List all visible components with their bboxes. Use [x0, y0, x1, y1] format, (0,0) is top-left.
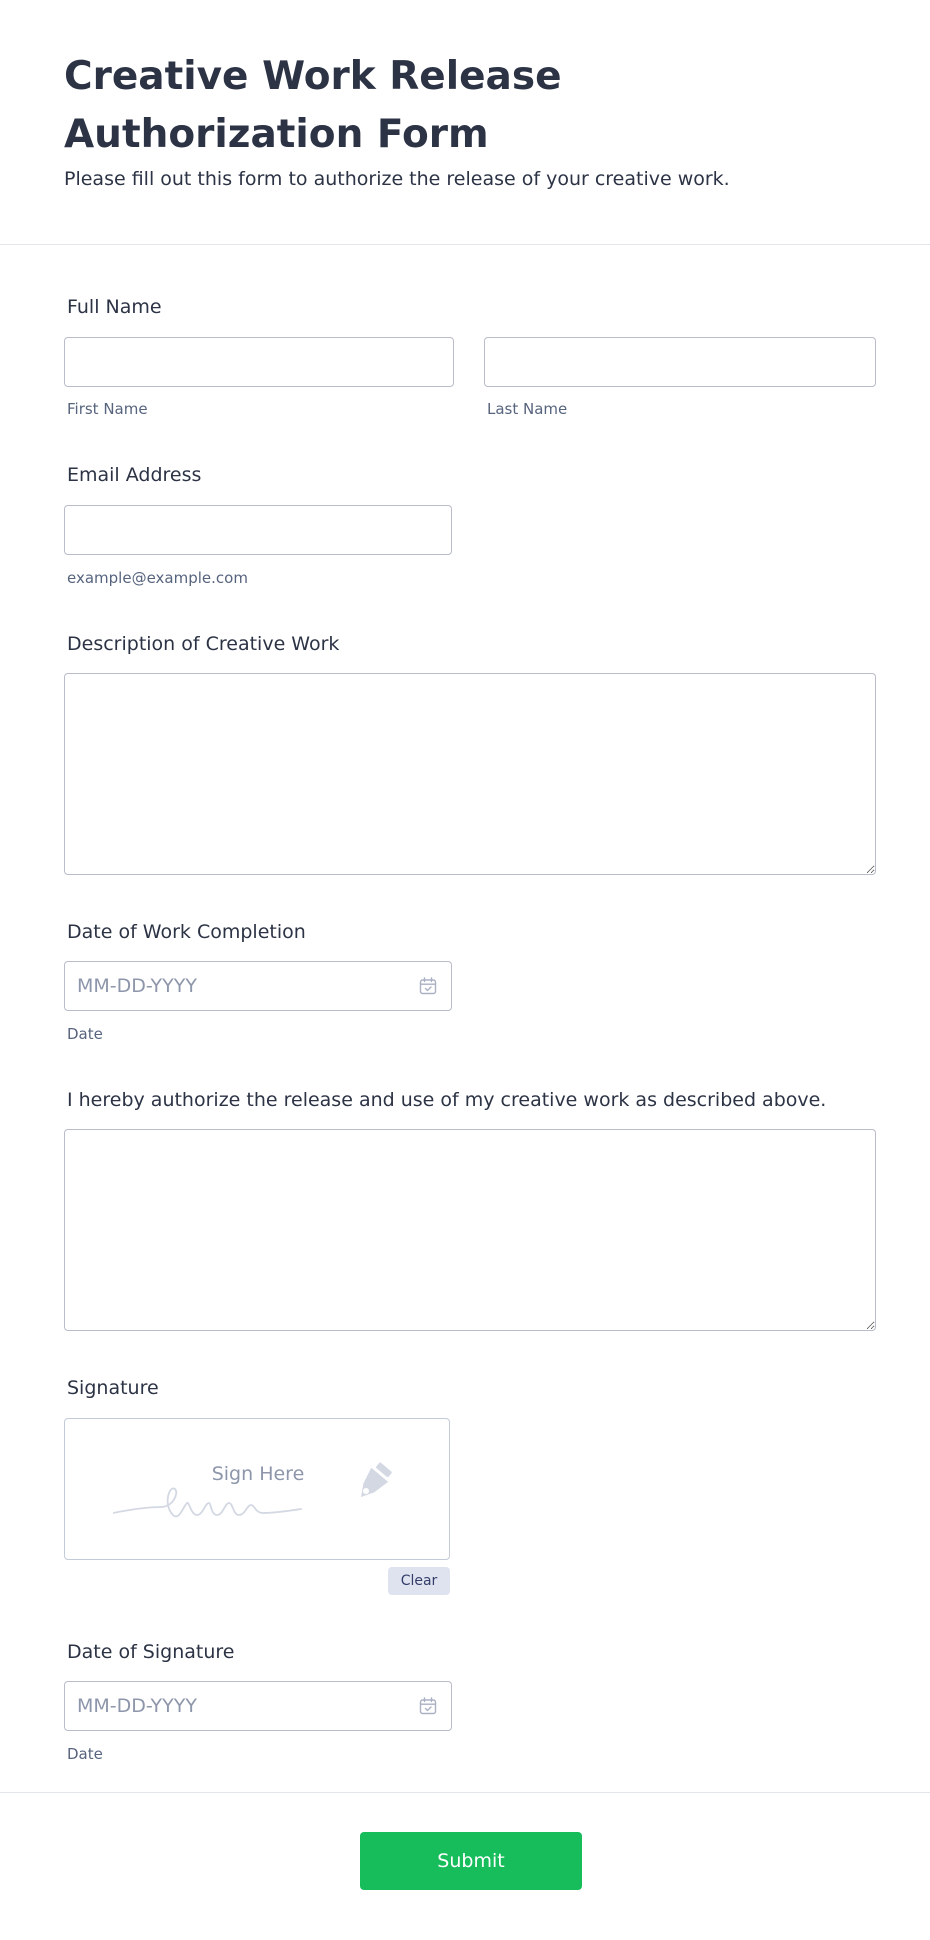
- description-textarea[interactable]: [64, 673, 876, 875]
- clear-signature-button[interactable]: Clear: [388, 1567, 450, 1595]
- footer-divider: [0, 1792, 930, 1793]
- last-name-sublabel: Last Name: [487, 400, 568, 418]
- submit-button[interactable]: Submit: [360, 1832, 582, 1890]
- calendar-icon[interactable]: [418, 976, 438, 996]
- first-name-sublabel: First Name: [67, 400, 148, 418]
- page-title: Creative Work Release Authorization Form: [64, 54, 562, 157]
- completion-date-label: Date of Work Completion: [67, 921, 306, 943]
- email-input[interactable]: [64, 505, 452, 555]
- completion-date-sublabel: Date: [67, 1025, 103, 1043]
- completion-date-input[interactable]: [64, 961, 452, 1011]
- email-sublabel: example@example.com: [67, 569, 248, 587]
- pen-nib-icon: [349, 1461, 395, 1507]
- description-label: Description of Creative Work: [67, 633, 340, 655]
- signature-pad[interactable]: [64, 1418, 450, 1560]
- signature-date-label: Date of Signature: [67, 1641, 235, 1663]
- page-subtitle: Please fill out this form to authorize the release of your creative work.: [64, 168, 730, 190]
- first-name-input[interactable]: [64, 337, 454, 387]
- signature-label: Signature: [67, 1377, 159, 1399]
- email-label: Email Address: [67, 464, 202, 486]
- form-header: [0, 0, 930, 245]
- signature-date-sublabel: Date: [67, 1745, 103, 1763]
- sign-here-prompt: Sign Here: [211, 1463, 305, 1485]
- full-name-label: Full Name: [67, 296, 162, 318]
- last-name-input[interactable]: [484, 337, 876, 387]
- signature-date-input[interactable]: [64, 1681, 452, 1731]
- authorization-textarea[interactable]: [64, 1129, 876, 1331]
- calendar-icon[interactable]: [418, 1696, 438, 1716]
- authorization-label: I hereby authorize the release and use of my creative work as described above.: [67, 1089, 827, 1111]
